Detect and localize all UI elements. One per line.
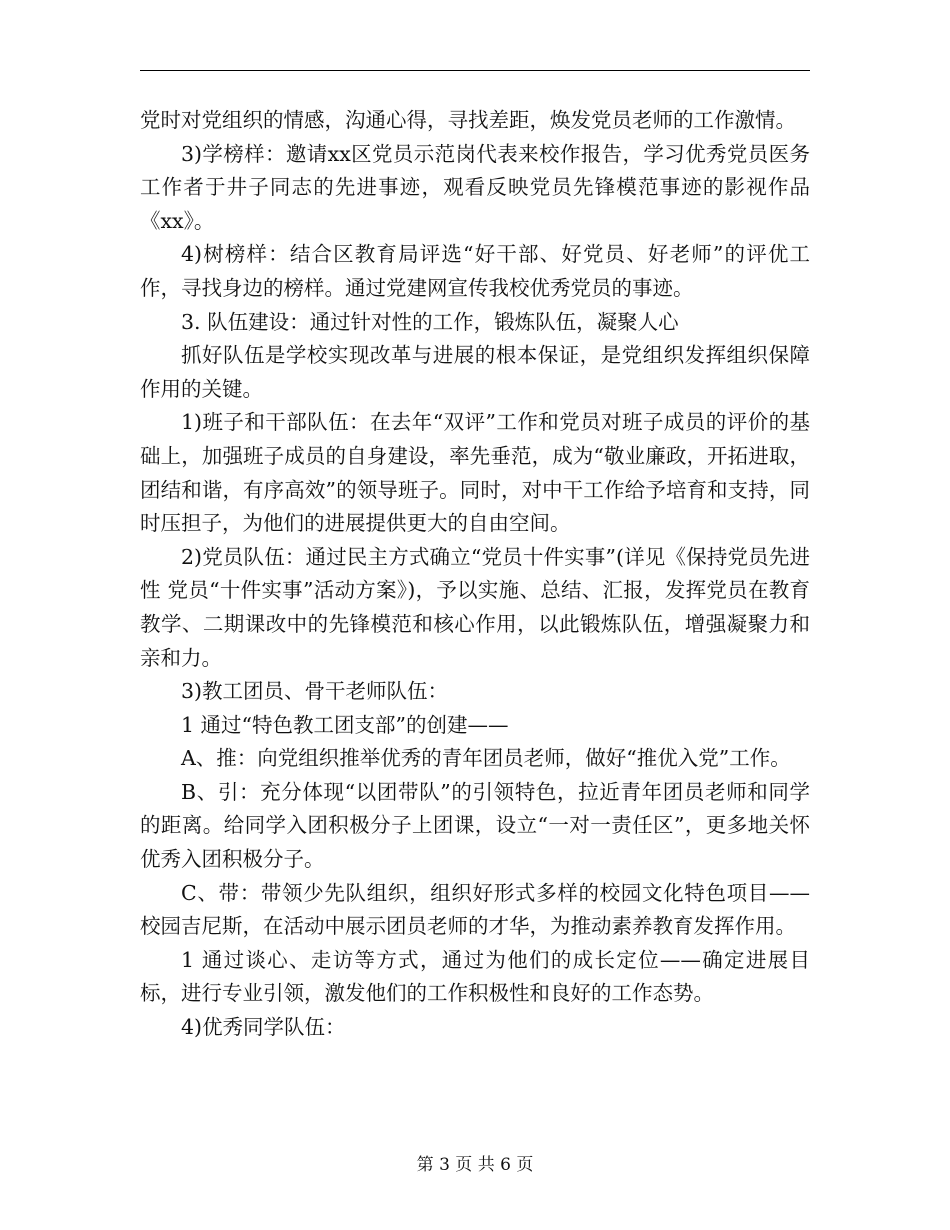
paragraph-item-a: A、推：向党组织推举优秀的青年团员老师，做好“推优入党”工作。: [181, 746, 791, 771]
paragraph-item-b: B、引：充分体现“以团带队”的引领特色，拉近青年团员老师和同学的距离。给同学入团积极分子上团课，设立“一对一责任区”，更多地关怀优秀入团积极分子。: [140, 779, 810, 872]
paragraph-leadership-team: 1)班子和干部队伍：在去年“双评”工作和党员对班子成员的评价的基础上，加强班子成员的自身建设，率先垂范，成为“敬业廉政，开拓进取，团结和谐，有序高效”的领导班子。同时，对中干工作给予培育和支持，同时压担子，为他们的进展提供更大的自由空间。: [140, 410, 810, 536]
paragraph-party-members: 2)党员队伍：通过民主方式确立“党员十件实事”(详见《保持党员先进性 党员“十件实事”活动方案》)，予以实施、总结、汇报，发挥党员在教育教学、二期课改中的先锋模范和核心作用，以此锻炼队伍，增强凝聚力和亲和力。: [140, 544, 810, 670]
paragraph-league-teachers: 3)教工团员、骨干老师队伍：: [181, 679, 449, 704]
paragraph-item-c: C、带：带领少先队组织，组织好形式多样的校园文化特色项目——校园吉尼斯，在活动中展示团员老师的才华，为推动素养教育发挥作用。: [140, 880, 810, 939]
section-heading-team-building: 3. 队伍建设：通过针对性的工作，锻炼队伍，凝聚人心: [181, 309, 679, 334]
paragraph-excellent-students: 4)优秀同学队伍：: [181, 1015, 346, 1040]
header-rule: [140, 70, 810, 71]
paragraph-continuation: 党时对党组织的情感，沟通心得，寻找差距，焕发党员老师的工作激情。: [140, 108, 796, 132]
paragraph-set-role-models: 4)树榜样：结合区教育局评选“好干部、好党员、好老师”的评优工作，寻找身边的榜样。通过党建网宣传我校优秀党员的事迹。: [140, 242, 810, 300]
paragraph-team-intro: 抓好队伍是学校实现改革与进展的根本保证，是党组织发挥组织保障作用的关键。: [140, 343, 810, 401]
page-body: [140, 104, 810, 1045]
paragraph-learn-role-models: 3)学榜样：邀请xx区党员示范岗代表来校作报告，学习优秀党员医务工作者于井子同志的先进事迹，观看反映党员先锋模范事迹的影视作品《xx》。: [140, 141, 810, 233]
page-number-footer: 第 3 页 共 6 页: [416, 1155, 534, 1175]
paragraph-special-branch: 1 通过“特色教工团支部”的创建——: [181, 712, 509, 737]
paragraph-talks-visits: 1 通过谈心、走访等方式，通过为他们的成长定位——确定进展目标，进行专业引领，激发他们的工作积极性和良好的工作态势。: [140, 947, 810, 1006]
